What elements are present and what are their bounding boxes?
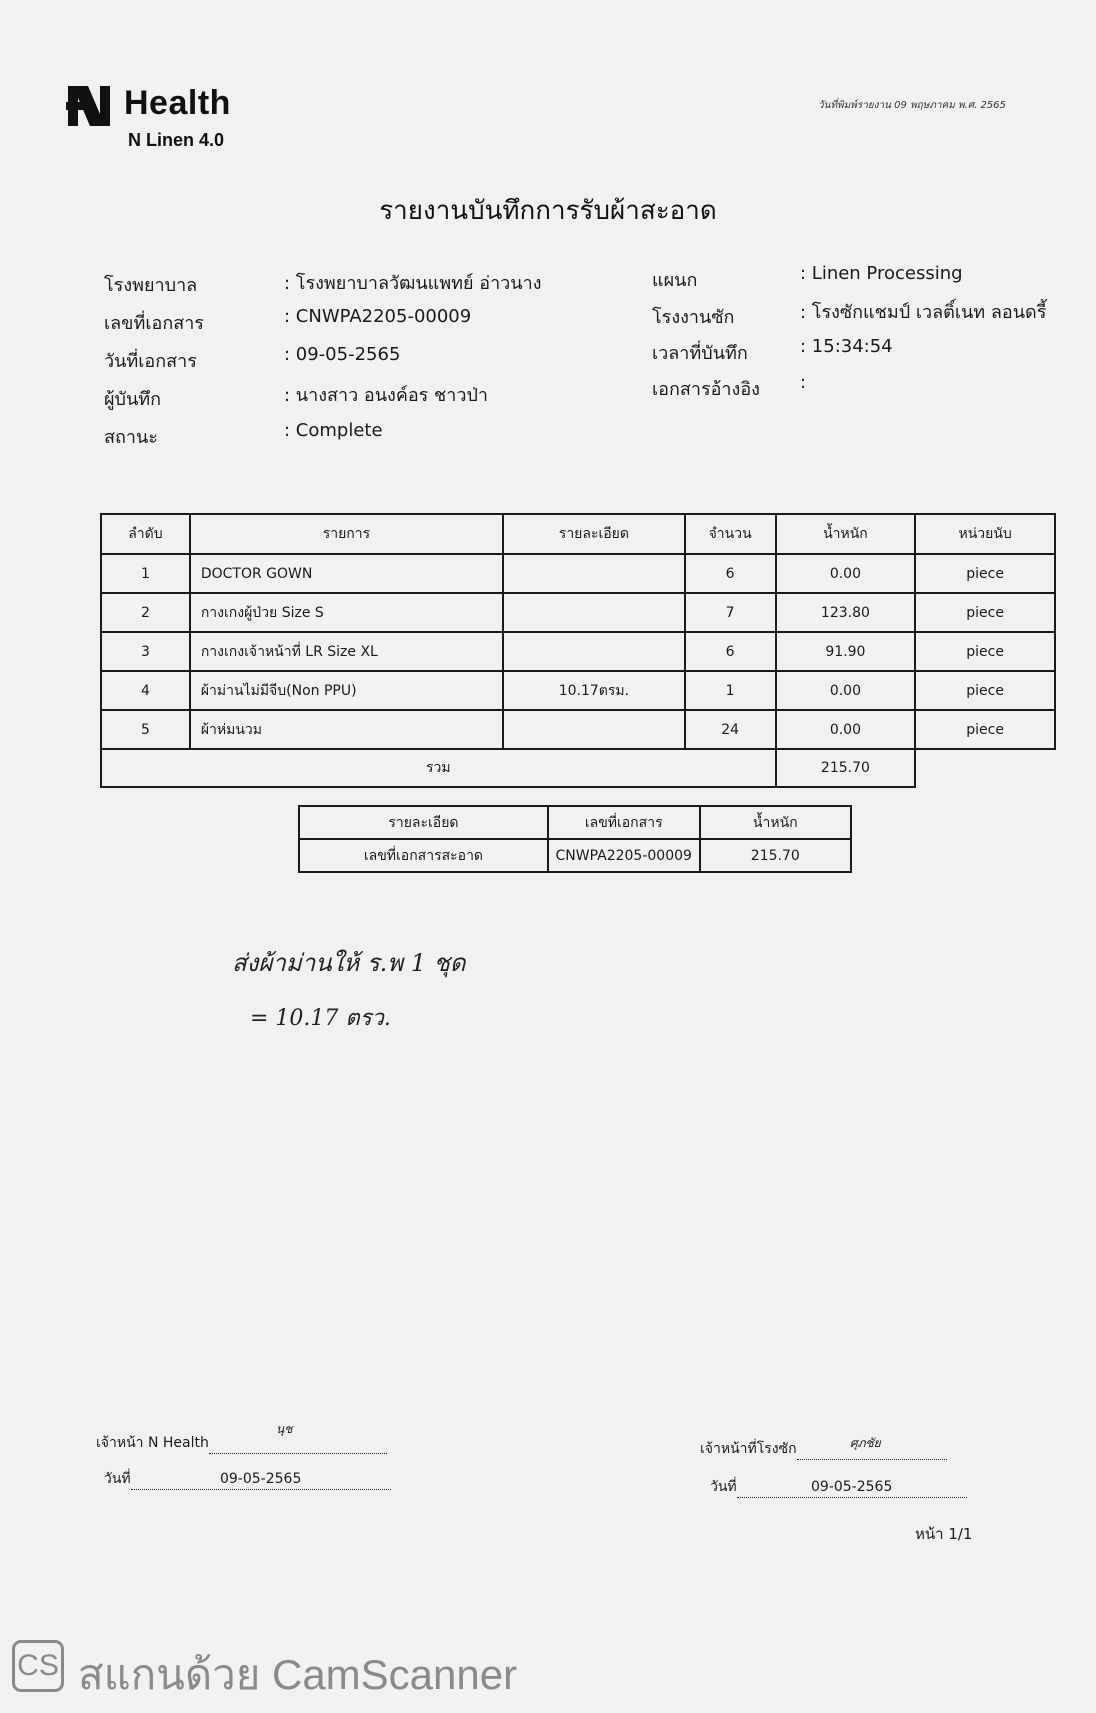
header-detail: รายละเอียด: [503, 514, 685, 554]
cell-no: 3: [101, 632, 190, 671]
logo-subtitle: N Linen 4.0: [128, 130, 225, 150]
cell-weight: 123.80: [776, 593, 916, 632]
date-left-value: 09-05-2565: [219, 1471, 302, 1487]
cell-detail: [503, 593, 685, 632]
page-number: หน้า 1/1: [915, 1525, 973, 1543]
total-empty-cell: [915, 749, 1055, 787]
summary-row: [299, 839, 851, 872]
cell-no: 5: [101, 710, 190, 749]
info-value-hospital: : โรงพยาบาลวัฒนแพทย์ อ่าวนาง: [284, 273, 542, 294]
total-label: รวม: [101, 749, 776, 787]
cell-detail: 10.17ตรม.: [503, 671, 685, 710]
cell-item: DOCTOR GOWN: [190, 554, 503, 593]
header-qty: จำนวน: [685, 514, 776, 554]
cell-unit: piece: [915, 554, 1055, 593]
signature-left-line: [209, 1437, 387, 1454]
cell-item: กางเกงผู้ป่วย Size S: [190, 593, 503, 632]
info-label-record-time: เวลาที่บันทึก: [652, 343, 748, 364]
info-value-status: : Complete: [284, 420, 383, 441]
cell-item: ผ้าห่มนวม: [190, 710, 503, 749]
info-label-status: สถานะ: [104, 427, 158, 448]
summary-header-weight: น้ำหนัก: [700, 806, 851, 839]
header-weight: น้ำหนัก: [776, 514, 916, 554]
camscanner-logo-icon: CS: [12, 1640, 64, 1692]
table-row: [101, 710, 1055, 749]
info-value-laundry: : โรงซักแชมป์ เวลติ์เนท ลอนดรี้: [800, 302, 1047, 323]
cell-weight: 0.00: [776, 710, 916, 749]
summary-weight: 215.70: [700, 839, 851, 872]
info-value-recorder: : นางสาว อนงค์อร ชาวป่า: [284, 385, 489, 406]
info-value-doc-date: : 09-05-2565: [284, 344, 401, 365]
cell-weight: 91.90: [776, 632, 916, 671]
summary-header-detail: รายละเอียด: [299, 806, 548, 839]
handwritten-note-line2: = 10.17 ตรว.: [250, 1006, 391, 1031]
info-label-reference: เอกสารอ้างอิง: [652, 379, 760, 400]
info-label-hospital: โรงพยาบาล: [104, 275, 198, 296]
cell-unit: piece: [915, 632, 1055, 671]
summary-header-doc-no: เลขที่เอกสาร: [548, 806, 700, 839]
print-date: วันที่พิมพ์รายงาน 09 พฤษภาคม พ.ศ. 2565: [818, 100, 1006, 111]
cell-qty: 1: [685, 671, 776, 710]
table-row: [101, 671, 1055, 710]
handwritten-note-line1: ส่งผ้าม่านให้ ร.พ 1 ชุด: [232, 949, 466, 977]
summary-detail: เลขที่เอกสารสะอาด: [299, 839, 548, 872]
signature-left-label: เจ้าหน้า N Health: [96, 1435, 209, 1451]
n-health-logo-icon: [66, 82, 114, 130]
info-label-doc-date: วันที่เอกสาร: [104, 351, 197, 372]
cell-detail: [503, 710, 685, 749]
cell-unit: piece: [915, 671, 1055, 710]
info-label-doc-no: เลขที่เอกสาร: [104, 313, 204, 334]
date-left-line: [131, 1471, 391, 1490]
date-right-label: วันที่: [710, 1479, 737, 1495]
camscanner-text: สแกนด้วย CamScanner: [78, 1651, 518, 1698]
report-title: รายงานบันทึกการรับผ้าสะอาด: [379, 196, 717, 226]
summary-table: [298, 805, 852, 873]
table-row: [101, 593, 1055, 632]
info-value-department: : Linen Processing: [800, 263, 963, 284]
cell-no: 2: [101, 593, 190, 632]
header-unit: หน่วยนับ: [915, 514, 1055, 554]
date-left: [104, 1468, 391, 1490]
date-right-value: 09-05-2565: [810, 1479, 893, 1495]
signature-right-label: เจ้าหน้าที่โรงซัก: [700, 1441, 797, 1457]
cell-qty: 24: [685, 710, 776, 749]
cell-weight: 0.00: [776, 671, 916, 710]
date-right-line: [737, 1479, 967, 1498]
info-label-recorder: ผู้บันทึก: [104, 389, 162, 410]
date-left-label: วันที่: [104, 1471, 131, 1487]
items-table-header: [101, 514, 1055, 554]
total-weight: 215.70: [776, 749, 916, 787]
date-right: [710, 1476, 967, 1498]
info-label-department: แผนก: [652, 270, 698, 291]
signature-left: [96, 1432, 387, 1454]
info-value-record-time: : 15:34:54: [800, 336, 893, 357]
info-label-laundry: โรงงานซัก: [652, 307, 735, 328]
cell-unit: piece: [915, 710, 1055, 749]
header-item: รายการ: [190, 514, 503, 554]
cell-no: 1: [101, 554, 190, 593]
cell-qty: 7: [685, 593, 776, 632]
cell-no: 4: [101, 671, 190, 710]
cell-detail: [503, 554, 685, 593]
items-table: [100, 513, 1056, 788]
signature-left-initial: นุช: [276, 1422, 293, 1436]
summary-doc-no: CNWPA2205-00009: [548, 839, 700, 872]
cell-item: ผ้าม่านไม่มีจีบ(Non PPU): [190, 671, 503, 710]
cell-qty: 6: [685, 554, 776, 593]
cell-qty: 6: [685, 632, 776, 671]
total-row: [101, 749, 1055, 787]
table-row: [101, 554, 1055, 593]
summary-header: [299, 806, 851, 839]
info-value-doc-no: : CNWPA2205-00009: [284, 306, 472, 327]
info-value-reference: :: [800, 372, 807, 393]
logo-brand-text: Health: [124, 84, 231, 122]
cell-unit: piece: [915, 593, 1055, 632]
cell-detail: [503, 632, 685, 671]
table-row: [101, 632, 1055, 671]
cell-item: กางเกงเจ้าหน้าที่ LR Size XL: [190, 632, 503, 671]
signature-right: [700, 1438, 947, 1460]
signature-right-initial: ศุภชัย: [850, 1436, 881, 1450]
header-no: ลำดับ: [101, 514, 190, 554]
cell-weight: 0.00: [776, 554, 916, 593]
